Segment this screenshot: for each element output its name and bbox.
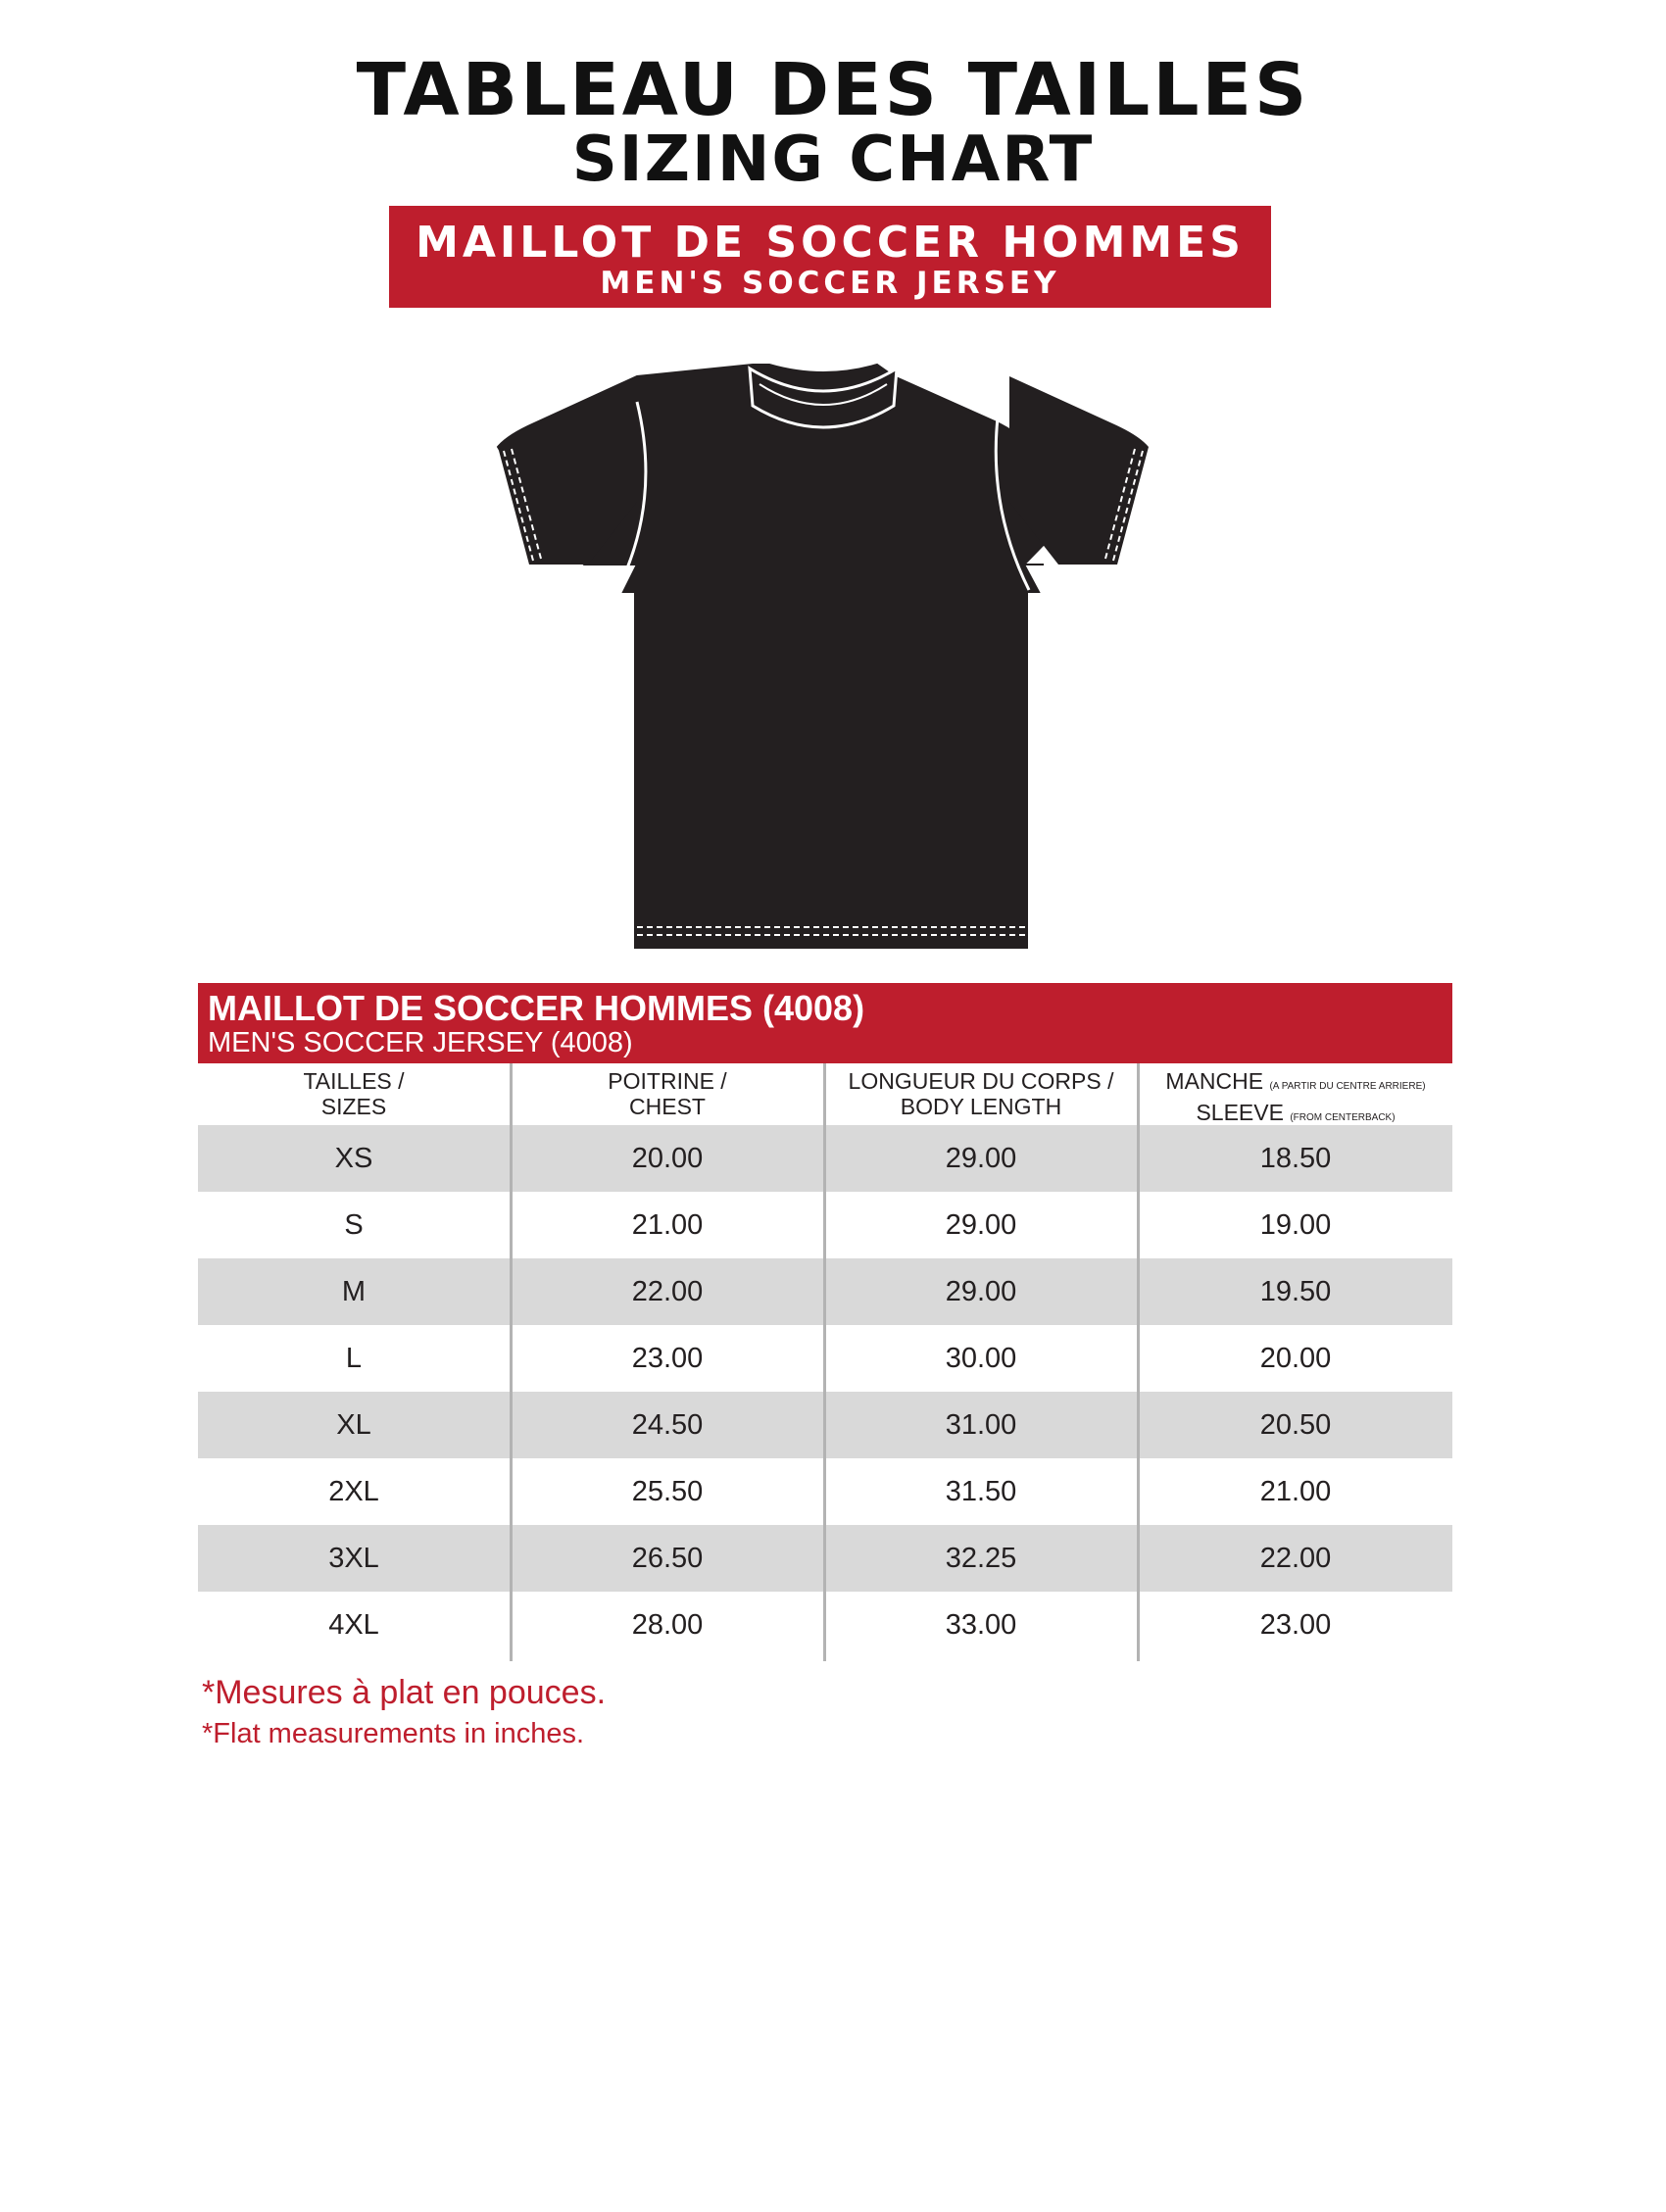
column-divider [1137,1063,1140,1661]
column-header-line: LONGUEUR DU CORPS / [848,1068,1114,1094]
sleeve-cell: 20.00 [1259,1343,1332,1374]
column-header-note: (A PARTIR DU CENTRE ARRIERE) [1269,1081,1426,1092]
measurement-note-french: *Mesures à plat en pouces. [202,1674,607,1711]
table-title-french: MAILLOT DE SOCCER HOMMES (4008) [208,988,865,1028]
body-length-cell: 33.00 [945,1609,1017,1641]
column-header-line: POITRINE / [608,1068,727,1094]
size-cell: S [344,1209,364,1241]
table-title-bar [198,983,1452,1063]
column-divider [510,1063,513,1661]
chest-cell: 22.00 [631,1276,704,1307]
chest-cell: 21.00 [631,1209,704,1241]
column-header-line: BODY LENGTH [900,1094,1062,1119]
size-cell: XS [334,1143,373,1174]
body-length-cell: 31.00 [945,1409,1017,1441]
column-header-chest [512,1068,823,1119]
chest-cell: 25.50 [631,1476,704,1507]
tshirt-icon [490,355,1156,949]
column-header-body-length [825,1068,1137,1119]
size-cell: XL [336,1409,371,1441]
column-header-line: SLEEVE [1196,1100,1284,1125]
column-divider [823,1063,826,1661]
sleeve-cell: 19.00 [1259,1209,1332,1241]
chest-cell: 23.00 [631,1343,704,1374]
column-header-sleeve [1139,1068,1452,1125]
column-header-line: CHEST [629,1094,706,1119]
chest-cell: 28.00 [631,1609,704,1641]
banner-title-french: MAILLOT DE SOCCER HOMMES [416,218,1245,268]
size-cell: M [341,1276,367,1307]
column-header-note: (FROM CENTERBACK) [1290,1112,1396,1123]
sleeve-cell: 23.00 [1259,1609,1332,1641]
body-length-cell: 32.25 [945,1543,1017,1574]
product-banner [389,206,1271,308]
column-header-line: SIZES [320,1094,387,1119]
sleeve-cell: 18.50 [1259,1143,1332,1174]
column-header-sizes [198,1068,510,1119]
banner-title-english: MEN'S SOCCER JERSEY [600,266,1060,301]
chest-cell: 26.50 [631,1543,704,1574]
chest-cell: 24.50 [631,1409,704,1441]
size-cell: 4XL [328,1609,379,1641]
body-length-cell: 30.00 [945,1343,1017,1374]
size-cell: 2XL [328,1476,379,1507]
page-title-english: SIZING CHART [571,123,1095,196]
column-header-line: MANCHE [1165,1068,1264,1094]
chest-cell: 20.00 [631,1143,704,1174]
body-length-cell: 29.00 [945,1209,1017,1241]
size-cell: L [345,1343,363,1374]
sleeve-cell: 20.50 [1259,1409,1332,1441]
column-header-line: TAILLES / [303,1068,405,1094]
table-title-english: MEN'S SOCCER JERSEY (4008) [208,1027,633,1058]
measurement-note-english: *Flat measurements in inches. [202,1718,585,1749]
sleeve-cell: 21.00 [1259,1476,1332,1507]
sleeve-cell: 22.00 [1259,1543,1332,1574]
page-title-french: TABLEAU DES TAILLES [356,48,1310,132]
body-length-cell: 31.50 [945,1476,1017,1507]
body-length-cell: 29.00 [945,1143,1017,1174]
sleeve-cell: 19.50 [1259,1276,1332,1307]
size-cell: 3XL [328,1543,379,1574]
body-length-cell: 29.00 [945,1276,1017,1307]
